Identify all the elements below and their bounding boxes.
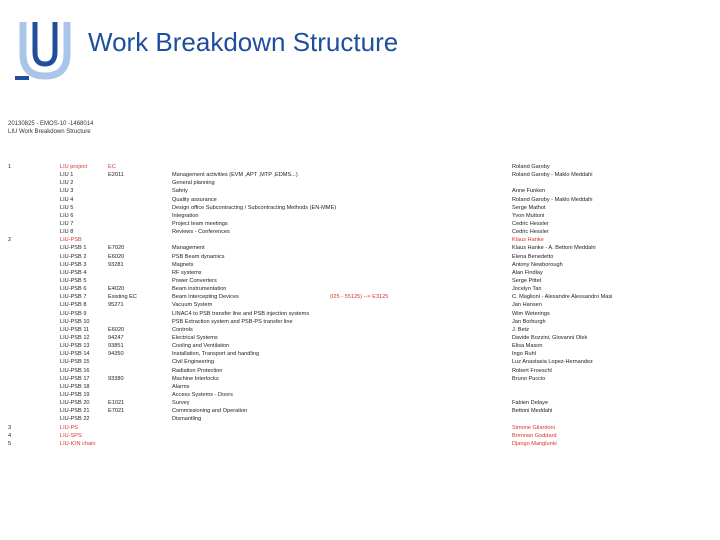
wbs-id: LIU-PSB 21 xyxy=(60,408,90,415)
work-package-description: RF systems xyxy=(172,269,202,276)
table-row xyxy=(0,269,720,277)
work-package-description: Commissioning and Operation xyxy=(172,408,248,415)
work-package-description: Magnets xyxy=(172,261,194,268)
table-row xyxy=(0,171,720,179)
responsible-person: Jocelyn Tan xyxy=(512,286,542,293)
table-row xyxy=(0,277,720,285)
responsible-person: Klaus Hanke - A. Bettoni Meddahi xyxy=(512,245,596,252)
table-row xyxy=(0,244,720,252)
ec-code: E6020 xyxy=(108,253,125,260)
table-row xyxy=(0,253,720,261)
responsible-person: Alan Findlay xyxy=(512,269,543,276)
responsible-person: Roland Garoby - Maklo Meddahi xyxy=(512,172,593,179)
meta-line-1: 20130825 - EMOS-10 -1468014 xyxy=(8,121,94,127)
ec-code: 94247 xyxy=(108,334,124,341)
work-package-description: Survey xyxy=(172,400,190,407)
wbs-id: LIU 5 xyxy=(60,204,74,211)
ec-code: 93851 xyxy=(108,343,124,350)
wbs-id: LIU-PSB 9 xyxy=(60,310,87,317)
work-package-description: Power Converters xyxy=(172,277,217,284)
wbs-id: LIU-PSB 5 xyxy=(60,277,87,284)
responsible-person: Bettoni Meddahi xyxy=(512,408,553,415)
responsible-person: Yvon Muttoni xyxy=(512,212,545,219)
wbs-id: LIU-SPS xyxy=(60,432,82,439)
work-package-description: Machine Interlocks xyxy=(172,375,219,382)
responsible-person: Klaus Hanke xyxy=(512,237,544,244)
responsible-person: Bruno Puccio xyxy=(512,375,546,382)
work-package-description: Management xyxy=(172,245,205,252)
ec-code: 95271 xyxy=(108,302,124,309)
ec-code: E7021 xyxy=(108,408,125,415)
responsible-person: Wim Weterings xyxy=(512,310,550,317)
table-row xyxy=(0,293,720,301)
work-package-description: Management activities (EVM ,APT ,MTP ,EDMS...) xyxy=(172,172,298,179)
table-row xyxy=(0,326,720,334)
work-package-description: Project team meetings xyxy=(172,220,228,227)
ec-remark: (I25 - 55125) --> E3125 xyxy=(330,294,389,301)
table-row xyxy=(0,391,720,399)
table-row xyxy=(0,236,720,244)
table-row xyxy=(0,318,720,326)
wbs-id: LIU project xyxy=(60,164,88,170)
wbs-number: 5 xyxy=(8,440,12,447)
responsible-person: Roland Garoby - Maklo Meddahi xyxy=(512,196,593,203)
wbs-id: LIU-PSB 19 xyxy=(60,391,90,398)
responsible-person: Jan Borburgh xyxy=(512,318,546,325)
table-row xyxy=(0,285,720,293)
responsible-person: Elena Benedetto xyxy=(512,253,554,260)
work-package-description: Integration xyxy=(172,212,199,219)
responsible-person: C. Maglioni - Alexandre Alessandro Masi xyxy=(512,294,613,301)
responsible-person: Cedric Hessler xyxy=(512,220,549,227)
responsible-person: Davide Bozzini, Giovanni Olek xyxy=(512,334,588,341)
work-package-description: Controls xyxy=(172,326,193,333)
table-row xyxy=(0,399,720,407)
ec-code: 93380 xyxy=(108,375,124,382)
table-row xyxy=(0,310,720,318)
wbs-id: LIU-PSB 18 xyxy=(60,383,90,390)
table-row xyxy=(0,432,720,440)
wbs-id: LIU-ION chain xyxy=(60,440,96,447)
ec-code: EC xyxy=(108,164,116,170)
wbs-number: 3 xyxy=(8,424,12,431)
ec-code: E6020 xyxy=(108,326,125,333)
responsible-person: Brennan Goddard xyxy=(512,432,557,439)
wbs-id: LIU-PSB 13 xyxy=(60,343,90,350)
wbs-id: LIU 8 xyxy=(60,229,74,236)
work-package-description: PSB Beam dynamics xyxy=(172,253,225,260)
table-row xyxy=(0,179,720,187)
responsible-person: Anne Funken xyxy=(512,188,546,195)
wbs-number: 1 xyxy=(8,164,12,170)
wbs-number: 2 xyxy=(8,237,12,244)
table-row xyxy=(0,350,720,358)
work-package-description: Alarms xyxy=(172,383,190,390)
ec-code: 94350 xyxy=(108,351,124,358)
work-package-description: Quality assurance xyxy=(172,196,217,203)
responsible-person: Serge Pittet xyxy=(512,277,542,284)
ec-code: E2011 xyxy=(108,172,124,179)
table-row xyxy=(0,163,720,171)
wbs-id: LIU 1 xyxy=(60,172,74,179)
ec-code: 93281 xyxy=(108,261,124,268)
wbs-id: LIU-PS xyxy=(60,424,79,431)
work-package-description: Design office Subcontracting / Subcontracting Methods (EN-MME) xyxy=(172,204,337,211)
work-package-description: Access Systems - Doors xyxy=(172,391,233,398)
work-package-description: LINAC4 to PSB transfer line and PSB injection systems xyxy=(172,310,310,317)
wbs-id: LIU-PSB 20 xyxy=(60,400,90,407)
wbs-id: LIU 3 xyxy=(60,188,74,195)
work-package-description: Reviews - Conferences xyxy=(172,229,230,236)
wbs-id: LIU-PSB xyxy=(60,237,82,244)
liu-logo xyxy=(15,18,75,83)
responsible-person: Jan Hansen xyxy=(512,302,542,309)
table-row xyxy=(0,301,720,309)
responsible-person: Fabien Delaye xyxy=(512,400,549,407)
responsible-person: Cedric Hessler xyxy=(512,229,549,236)
wbs-id: LIU-PSB 3 xyxy=(60,261,87,268)
work-package-description: General planning xyxy=(172,180,215,187)
ec-code: Existing EC xyxy=(108,294,137,301)
table-row xyxy=(0,220,720,228)
table-row xyxy=(0,212,720,220)
work-package-description: Safety xyxy=(172,188,188,195)
wbs-id: LIU-PSB 8 xyxy=(60,302,87,309)
responsible-person: Roland Garoby xyxy=(512,164,550,170)
responsible-person: Antony Newborough xyxy=(512,261,563,268)
work-package-description: Beam instrumentation xyxy=(172,286,227,293)
table-row xyxy=(0,187,720,195)
wbs-id: LIU-PSB 10 xyxy=(60,318,90,325)
work-package-description: Installation, Transport and handling xyxy=(172,351,260,358)
responsible-person: Simone Gilardoni xyxy=(512,424,555,431)
wbs-id: LIU 7 xyxy=(60,220,74,227)
responsible-person: Serge Mathot xyxy=(512,204,546,211)
wbs-id: LIU 4 xyxy=(60,196,74,203)
wbs-id: LIU-PSB 7 xyxy=(60,294,87,301)
wbs-id: LIU-PSB 6 xyxy=(60,286,87,293)
responsible-person: Elisa Mason xyxy=(512,343,543,350)
wbs-id: LIU-PSB 17 xyxy=(60,375,90,382)
table-row xyxy=(0,415,720,423)
table-row xyxy=(0,407,720,415)
wbs-id: LIU-PSB 1 xyxy=(60,245,87,252)
wbs-id: LIU-PSB 15 xyxy=(60,359,90,366)
table-row xyxy=(0,383,720,391)
table-row xyxy=(0,196,720,204)
wbs-id: LIU-PSB 22 xyxy=(60,416,90,423)
table-row xyxy=(0,367,720,375)
table-row xyxy=(0,440,720,448)
ec-code: E1021 xyxy=(108,400,125,407)
ec-code: E4020 xyxy=(108,286,125,293)
work-package-description: Vacuum System xyxy=(172,302,213,309)
wbs-id: LIU-PSB 16 xyxy=(60,367,90,374)
meta-line-2: LIU Work Breakdown Structure xyxy=(8,129,91,135)
table-row xyxy=(0,358,720,366)
work-package-description: Electrical Systems xyxy=(172,334,218,341)
responsible-person: Luz Anastasia Lopez-Hernandez xyxy=(512,359,593,366)
table-row xyxy=(0,424,720,432)
work-package-description: Cooling and Ventilation xyxy=(172,343,230,350)
wbs-id: LIU-PSB 2 xyxy=(60,253,87,260)
table-row xyxy=(0,334,720,342)
ec-code: E7020 xyxy=(108,245,125,252)
table-row xyxy=(0,375,720,383)
wbs-id: LIU-PSB 4 xyxy=(60,269,87,276)
wbs-id: LIU-PSB 12 xyxy=(60,334,90,341)
work-package-description: Civil Engineering xyxy=(172,359,214,366)
work-package-description: Dismantling xyxy=(172,416,202,423)
work-package-description: Radiation Protection xyxy=(172,367,223,374)
wbs-id: LIU-PSB 14 xyxy=(60,351,90,358)
page-title: Work Breakdown Structure xyxy=(88,27,399,57)
wbs-id: LIU 2 xyxy=(60,180,74,187)
responsible-person: Robert Froeschl xyxy=(512,367,552,374)
responsible-person: Django Manglunki xyxy=(512,440,557,447)
work-package-description: PSB Extraction system and PSB-PS transfer line xyxy=(172,318,293,325)
table-row xyxy=(0,342,720,350)
table-row xyxy=(0,228,720,236)
responsible-person: Ingo Ruhl xyxy=(512,351,536,358)
wbs-id: LIU 6 xyxy=(60,212,74,219)
wbs-table xyxy=(0,163,720,448)
work-package-description: Beam Intercepting Devices xyxy=(172,294,239,301)
wbs-id: LIU-PSB 11 xyxy=(60,326,90,333)
table-row xyxy=(0,204,720,212)
responsible-person: J. Betz xyxy=(512,326,530,333)
table-row xyxy=(0,261,720,269)
wbs-number: 4 xyxy=(8,432,12,439)
